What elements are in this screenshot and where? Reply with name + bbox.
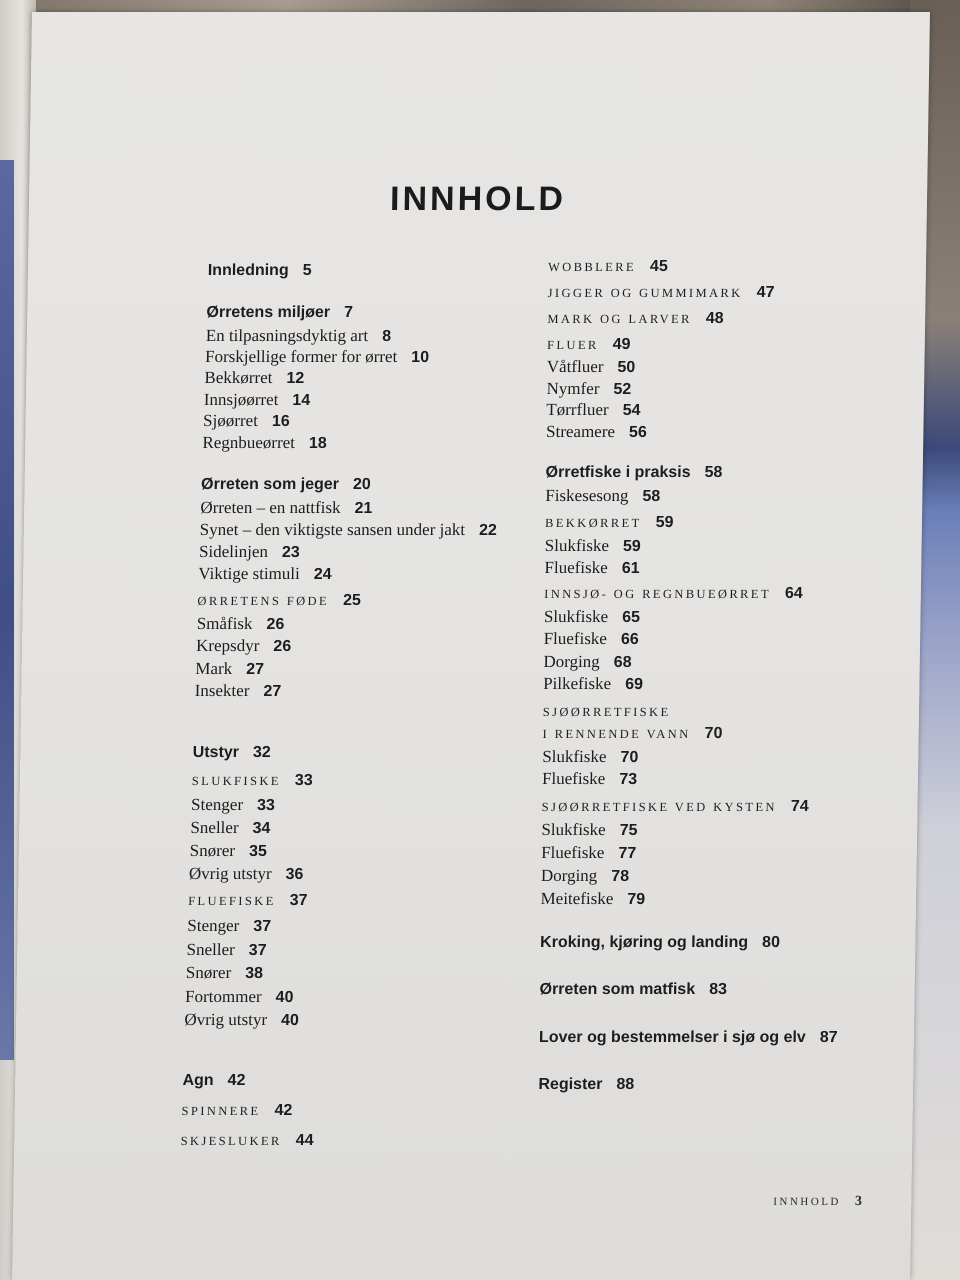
toc-entry-title: SJØØRRETFISKE: [542, 705, 671, 719]
toc-entry-page: 75: [619, 822, 638, 839]
toc-entry-title: Slukfiske: [541, 820, 606, 839]
toc-entry-title: SPINNERE: [181, 1104, 261, 1118]
toc-entry-title: Regnbueørret: [202, 433, 296, 452]
toc-entry-title: Sneller: [190, 818, 239, 837]
toc-entry-page: 65: [622, 609, 641, 626]
toc-entry: [191, 795, 275, 815]
toc-entry: [547, 357, 636, 377]
toc-entry: [204, 368, 304, 388]
toc-entry: [202, 433, 327, 453]
toc-entry-title: Innledning: [207, 262, 289, 279]
toc-entry-title: Slukfiske: [544, 536, 610, 555]
toc-entry: [195, 681, 282, 701]
toc-entry-page: 47: [756, 284, 775, 301]
toc-entry-title: Innsjøørret: [203, 390, 279, 409]
toc-entry: [540, 889, 645, 909]
toc-entry-page: 54: [622, 402, 641, 419]
toc-entry: [542, 747, 638, 767]
toc-entry-title: Bekkørret: [204, 368, 273, 387]
toc-entry-page: 48: [705, 310, 724, 327]
toc-entry-page: 24: [313, 566, 332, 583]
toc-entry-page: 33: [294, 772, 313, 789]
toc-entry-title: Tørrfluer: [546, 400, 609, 419]
toc-entry: [192, 772, 313, 790]
toc-entry: [545, 514, 674, 532]
toc-entry-title: Øvrig utstyr: [188, 864, 272, 883]
toc-entry-title: Småfisk: [196, 614, 253, 633]
toc-entry-page: 20: [352, 476, 371, 493]
toc-entry-title: Øvrig utstyr: [184, 1010, 268, 1029]
toc-entry: [205, 347, 429, 367]
toc-entry: [184, 1010, 299, 1030]
toc-entry-page: 34: [252, 820, 271, 837]
toc-entry: [185, 987, 294, 1007]
toc-entry-page: 64: [784, 585, 803, 602]
toc-entry: [546, 400, 640, 420]
toc-entry-page: 88: [616, 1076, 635, 1093]
toc-entry-title: Fluefiske: [544, 558, 608, 577]
toc-entry-title: ØRRETENS FØDE: [197, 594, 330, 608]
toc-entry-page: 42: [274, 1102, 293, 1119]
toc-entry-title: I RENNENDE VANN: [542, 727, 691, 741]
toc-entry: [201, 476, 371, 494]
toc-entry-title: SLUKFISKE: [191, 774, 281, 788]
toc-entry: [539, 981, 727, 999]
toc-entry: [540, 934, 780, 952]
toc-entry: [548, 284, 775, 302]
toc-entry-page: 23: [281, 544, 300, 561]
toc-entry: [541, 843, 636, 863]
page-title: INNHOLD: [389, 180, 567, 218]
toc-entry-title: Ørretfiske i praksis: [545, 464, 691, 481]
toc-entry-title: SJØØRRETFISKE VED KYSTEN: [541, 800, 777, 814]
toc-entry-title: JIGGER OG GUMMIMARK: [547, 286, 743, 300]
toc-entry-page: 27: [263, 683, 282, 700]
toc-entry-title: Pilkefiske: [543, 674, 612, 693]
toc-entry: [186, 963, 263, 983]
toc-entry-title: Dorging: [543, 652, 600, 671]
toc-entry-title: Fluefiske: [541, 769, 606, 788]
toc-entry: [195, 659, 264, 679]
toc-entry-page: 37: [289, 892, 308, 909]
toc-entry-page: 12: [286, 370, 305, 387]
toc-entry: [198, 564, 332, 584]
toc-entry-title: Nymfer: [546, 379, 600, 398]
toc-entry-title: Synet – den viktigste sansen under jakt: [199, 520, 466, 539]
toc-entry: [542, 798, 809, 816]
toc-entry: [546, 379, 631, 399]
toc-entry-title: Forskjellige former for ørret: [204, 347, 398, 366]
toc-entry-page: 66: [620, 631, 639, 648]
toc-entry: [547, 336, 631, 354]
toc-entry-page: 83: [709, 981, 728, 998]
toc-entry: [190, 841, 267, 861]
toc-entry-title: Agn: [182, 1072, 214, 1089]
toc-entry-title: Fluefiske: [543, 629, 608, 648]
toc-entry-page: 16: [271, 413, 290, 430]
page-footer: [773, 1192, 862, 1210]
toc-entry-title: Dorging: [540, 866, 598, 885]
toc-entry-page: 33: [256, 797, 275, 814]
toc-entry-page: 77: [618, 845, 637, 862]
toc-entry: [545, 486, 660, 506]
toc-entry-title: Våtfluer: [546, 357, 604, 376]
toc-entry-page: 52: [613, 381, 632, 398]
toc-entry-title: Ørretens miljøer: [206, 304, 331, 321]
toc-entry: [544, 607, 640, 627]
toc-entry-page: 35: [248, 843, 267, 860]
toc-entry-page: 69: [625, 676, 644, 693]
toc-entry: [545, 536, 641, 556]
toc-entry: [544, 585, 803, 603]
toc-entry: [190, 818, 270, 838]
toc-entry-page: 58: [642, 488, 661, 505]
toc-entry: [200, 520, 497, 540]
toc-entry: [542, 725, 722, 743]
toc-entry: [187, 916, 271, 936]
toc-entry-page: 10: [411, 349, 430, 366]
toc-entry-page: 58: [704, 464, 723, 481]
toc-entry: [199, 542, 300, 562]
toc-entry-page: 40: [280, 1012, 299, 1029]
toc-entry-title: FLUEFISKE: [188, 894, 276, 908]
toc-entry-page: 26: [266, 616, 285, 633]
toc-entry: [189, 864, 304, 884]
book-left-cover: [0, 160, 14, 1060]
toc-entry-title: Snører: [189, 841, 236, 860]
toc-entry-page: 78: [611, 868, 630, 885]
toc-entry-title: Sidelinjen: [198, 542, 269, 561]
toc-entry-page: 25: [342, 592, 361, 609]
toc-entry-title: SKJESLUKER: [180, 1134, 282, 1148]
toc-entry-title: Mark: [195, 659, 233, 678]
toc-entry-page: 80: [761, 934, 781, 951]
toc-entry-page: 18: [308, 435, 327, 452]
toc-entry-title: Snører: [185, 963, 232, 982]
toc-entry-title: Sjøørret: [202, 411, 259, 430]
toc-entry-title: Utstyr: [192, 744, 240, 761]
toc-entry-title: MARK OG LARVER: [547, 312, 692, 326]
toc-entry: [197, 592, 361, 610]
toc-entry-title: Kroking, kjøring og landing: [539, 934, 749, 951]
toc-entry: [204, 390, 311, 410]
toc-entry-title: Streamere: [545, 422, 616, 441]
toc-entry-title: Slukfiske: [543, 607, 609, 626]
toc-entry: [180, 1132, 313, 1150]
toc-entry: [543, 674, 643, 694]
toc-entry: [539, 1029, 838, 1047]
toc-entry-page: 7: [343, 304, 354, 321]
toc-entry: [193, 744, 271, 762]
toc-entry-page: 68: [613, 654, 632, 671]
toc-entry: [538, 1076, 634, 1094]
toc-entry-page: 5: [302, 262, 312, 279]
toc-entry-title: BEKKØRRET: [544, 516, 642, 530]
toc-entry-title: Stenger: [190, 795, 244, 814]
toc-entry: [182, 1072, 245, 1090]
toc-entry-page: 42: [227, 1072, 246, 1089]
toc-entry-title: Stenger: [187, 916, 240, 935]
toc-entry-title: Sneller: [186, 940, 235, 959]
toc-entry-page: 27: [246, 661, 265, 678]
toc-entry: [544, 629, 639, 649]
toc-entry: [206, 326, 392, 346]
toc-entry-page: 32: [252, 744, 271, 761]
toc-entry-page: 36: [285, 866, 304, 883]
toc-entry: [200, 498, 372, 518]
toc-entry-page: 45: [649, 258, 668, 275]
toc-entry-page: 49: [612, 336, 631, 353]
toc-entry-page: 22: [478, 522, 497, 539]
toc-entry: [547, 310, 724, 328]
toc-entry-page: 87: [819, 1029, 838, 1046]
toc-entry-page: 37: [248, 942, 267, 959]
toc-entry: [544, 558, 639, 578]
toc-entry-page: 59: [622, 538, 641, 555]
toc-entry-page: 37: [253, 918, 272, 935]
toc-entry-title: Insekter: [194, 681, 250, 700]
toc-entry: [203, 411, 290, 431]
toc-entry: [206, 304, 353, 322]
toc-entry-page: 73: [619, 771, 638, 788]
toc-entry-page: 50: [617, 359, 636, 376]
toc-entry: [543, 652, 631, 672]
toc-entry-title: En tilpasningsdyktig art: [205, 326, 369, 345]
toc-entry-page: 79: [627, 891, 646, 908]
toc-entry: [188, 892, 308, 910]
toc-entry-title: Lover og bestemmelser i sjø og elv: [538, 1029, 806, 1046]
toc-entry-page: 74: [790, 798, 809, 815]
toc-entry: [543, 703, 671, 721]
toc-entry-title: Ørreten som matfisk: [539, 981, 696, 998]
toc-entry-page: 61: [621, 560, 640, 577]
toc-entry-title: Fiskesesong: [545, 486, 629, 505]
toc-entry: [208, 262, 312, 280]
toc-entry: [196, 636, 291, 656]
toc-entry-page: 14: [292, 392, 311, 409]
toc-entry-page: 59: [655, 514, 674, 531]
toc-entry-page: 44: [295, 1132, 314, 1149]
toc-entry-page: 38: [245, 965, 264, 982]
toc-entry-title: Slukfiske: [542, 747, 607, 766]
toc-entry-title: Krepsdyr: [195, 636, 260, 655]
footer-page-number: 3: [854, 1194, 863, 1209]
toc-entry-title: Ørreten – en nattfisk: [200, 498, 341, 517]
toc-entry-page: 26: [273, 638, 292, 655]
toc-entry-title: Fluefiske: [541, 843, 605, 862]
toc-entry-title: Fortommer: [184, 987, 262, 1006]
toc-entry-title: Viktige stimuli: [198, 564, 300, 583]
toc-entry: [181, 1102, 292, 1120]
toc-entry-page: 70: [620, 749, 639, 766]
toc-entry: [197, 614, 285, 634]
toc-entry-page: 21: [354, 500, 373, 517]
toc-entry-title: FLUER: [547, 338, 599, 352]
toc-entry-page: 56: [628, 424, 647, 441]
book-page: [12, 12, 930, 1280]
toc-entry: [545, 464, 722, 482]
toc-entry: [541, 866, 629, 886]
toc-entry-page: 70: [704, 725, 723, 742]
toc-entry-page: 40: [275, 989, 294, 1006]
toc-entry-page: 8: [382, 328, 392, 345]
toc-entry-title: Register: [538, 1076, 603, 1093]
toc-entry: [186, 940, 266, 960]
toc-entry: [541, 820, 637, 840]
toc-entry: [542, 769, 637, 789]
toc-entry-title: Meitefiske: [540, 889, 614, 908]
toc-entry-title: Ørreten som jeger: [200, 476, 340, 493]
toc-entry-title: INNSJØ- OG REGNBUEØRRET: [544, 587, 772, 601]
footer-label: INNHOLD: [773, 1196, 842, 1208]
toc-entry: [548, 258, 668, 276]
toc-entry-title: WOBBLERE: [547, 260, 637, 274]
toc-entry: [546, 422, 647, 442]
